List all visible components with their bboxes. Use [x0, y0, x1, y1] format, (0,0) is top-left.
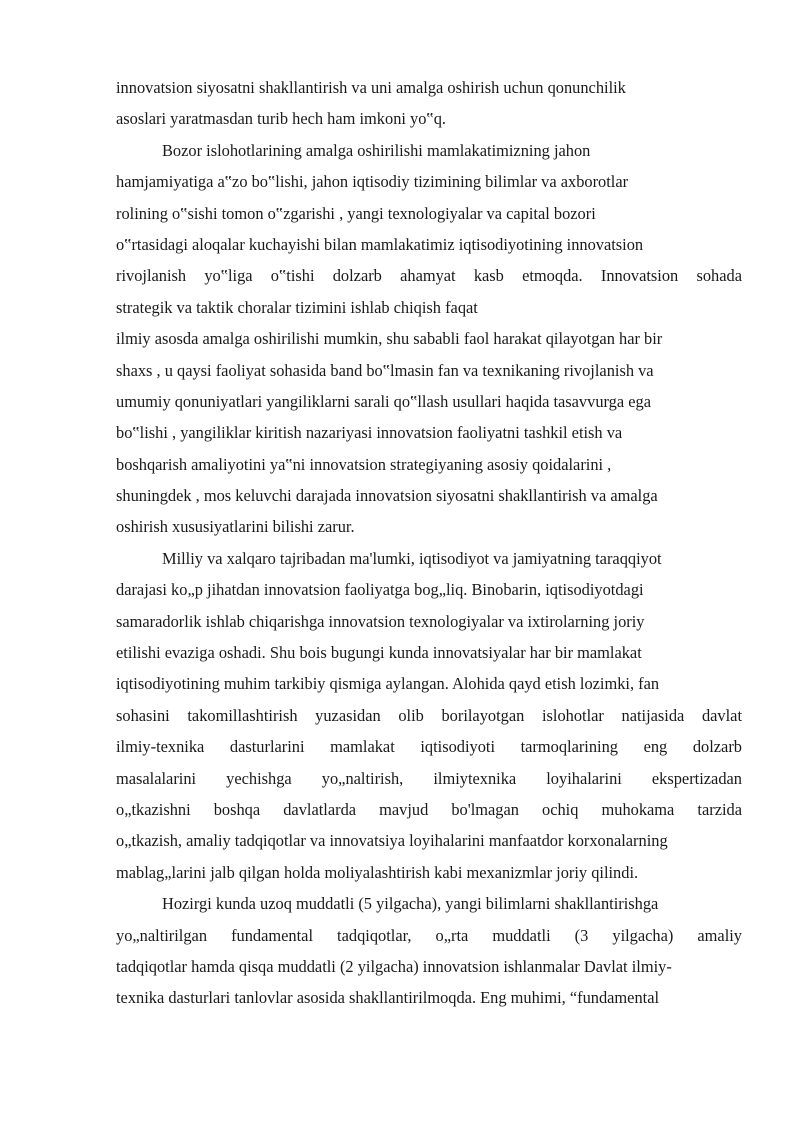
text-line: yo„naltirilgan fundamental tadqiqotlar, o„rta muddatli (3 yilgacha) amaliy — [116, 925, 742, 945]
text-line: oshirish xususiyatlarini bilishi zarur. — [116, 517, 355, 537]
text-line: mablag„larini jalb qilgan holda moliyalashtirish kabi mexanizmlar joriy qilindi. — [116, 862, 639, 882]
text-line: Hozirgi kunda uzoq muddatli (5 yilgacha), yangi bilimlarni shakllantirishga — [162, 894, 659, 914]
text-line: o‟rtasidagi aloqalar kuchayishi bilan mamlakatimiz iqtisodiyotining innovatsion — [116, 234, 644, 254]
text-line: shaxs , u qaysi faoliyat sohasida band bo‟lmasin fan va texnikaning rivojlanish va — [116, 360, 654, 380]
text-line: sohasini takomillashtirish yuzasidan olib borilayotgan islohotlar natijasida davlat — [116, 705, 742, 725]
text-line: ilmiy asosda amalga oshirilishi mumkin, shu sababli faol harakat qilayotgan har bir — [116, 329, 663, 349]
text-line: iqtisodiyotining muhim tarkibiy qismiga aylangan. Alohida qayd etish lozimki, fan — [116, 674, 660, 694]
text-line: tadqiqotlar hamda qisqa muddatli (2 yilgacha) innovatsion ishlanmalar Davlat ilmiy- — [116, 956, 672, 976]
text-line: umumiy qonuniyatlari yangiliklarni sarali qo‟llash usullari haqida tasavvurga ega — [116, 391, 651, 411]
text-line: ilmiy-texnika dasturlarini mamlakat iqtisodiyoti tarmoqlarining eng dolzarb — [116, 737, 742, 757]
text-line: hamjamiyatiga a‟zo bo‟lishi, jahon iqtisodiy tizimining bilimlar va axborotlar — [116, 172, 629, 192]
text-line: masalalarini yechishga yo„naltirish, ilmiytexnika loyihalarini ekspertizadan — [116, 768, 742, 788]
text-line: innovatsion siyosatni shakllantirish va uni amalga oshirish uchun qonunchilik — [116, 78, 626, 97]
text-line: rivojlanish yo‟liga o‟tishi dolzarb ahamyat kasb etmoqda. Innovatsion sohada — [116, 266, 742, 286]
text-line: boshqarish amaliyotini ya‟ni innovatsion strategiyaning asosiy qoidalarini , — [116, 454, 612, 474]
text-line: texnika dasturlari tanlovlar asosida shakllantirilmoqda. Eng muhimi, “fundamental — [116, 988, 660, 1008]
text-line: o„tkazish, amaliy tadqiqotlar va innovatsiya loyihalarini manfaatdor korxonalarning — [116, 831, 668, 851]
text-line: Milliy va xalqaro tajribadan ma'lumki, iqtisodiyot va jamiyatning taraqqiyot — [162, 548, 662, 568]
text-line: o„tkazishni boshqa davlatlarda mavjud bo'lmagan ochiq muhokama tarzida — [116, 799, 742, 819]
body-text — [116, 72, 742, 1014]
text-line: darajasi ko„p jihatdan innovatsion faoliyatga bog„liq. Binobarin, iqtisodiyotdagi — [116, 580, 644, 600]
text-line: asoslari yaratmasdan turib hech ham imkoni yo‟q. — [116, 109, 446, 129]
text-line: rolining o‟sishi tomon o‟zgarishi , yangi texnologiyalar va capital bozori — [116, 203, 596, 223]
text-line: samaradorlik ishlab chiqarishga innovatsion texnologiyalar va ixtirolarning joriy — [116, 611, 645, 631]
text-line: strategik va taktik choralar tizimini ishlab chiqish faqat — [116, 297, 478, 317]
text-line: bo‟lishi , yangiliklar kiritish nazariyasi innovatsion faoliyatni tashkil etish va — [116, 423, 623, 443]
text-line: shuningdek , mos keluvchi darajada innovatsion siyosatni shakllantirish va amalga — [116, 486, 658, 506]
text-line: etilishi evaziga oshadi. Shu bois bugungi kunda innovatsiyalar har bir mamlakat — [116, 643, 642, 663]
text-line: Bozor islohotlarining amalga oshirilishi mamlakatimizning jahon — [162, 140, 591, 160]
